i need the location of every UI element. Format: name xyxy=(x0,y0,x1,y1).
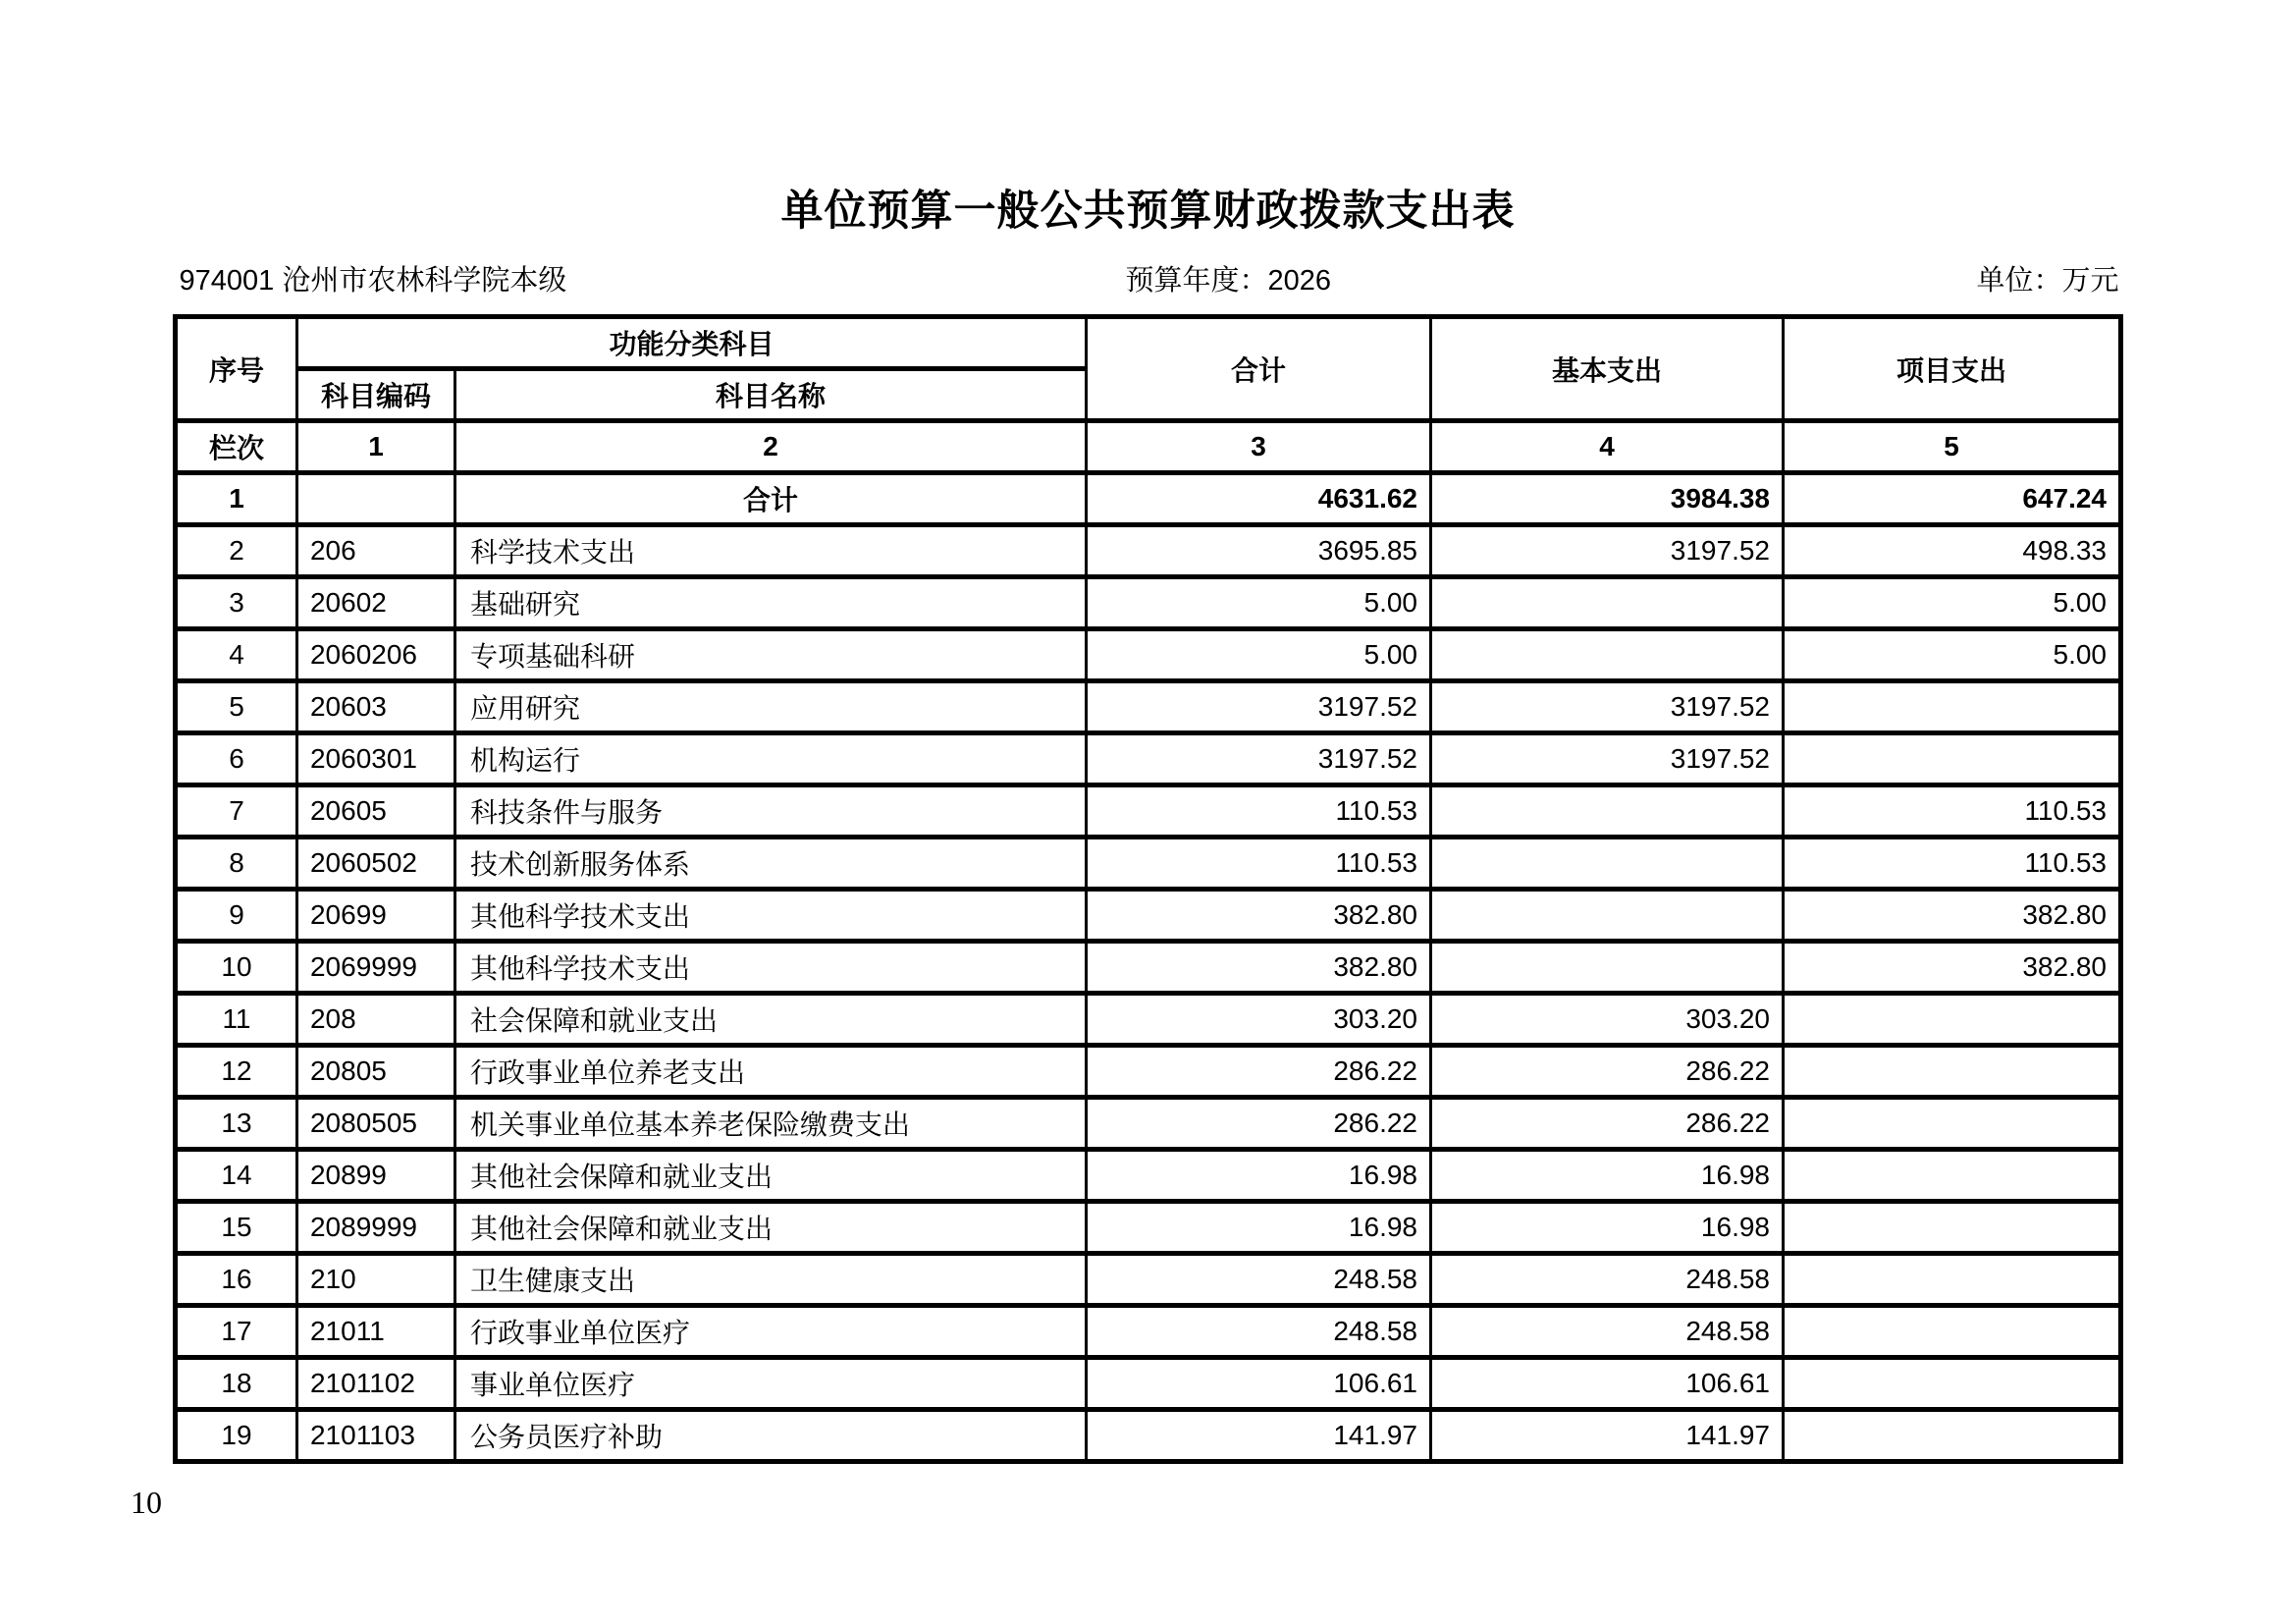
column-index-3: 3 xyxy=(1087,421,1431,473)
cell-subject-code: 20805 xyxy=(296,1046,454,1098)
header-project-expenditure: 项目支出 xyxy=(1784,317,2121,421)
cell-total: 3197.52 xyxy=(1087,733,1431,785)
cell-project-expenditure: 110.53 xyxy=(1784,785,2121,838)
cell-basic-expenditure xyxy=(1431,942,1784,994)
table-row xyxy=(175,1202,2120,1254)
cell-basic-expenditure xyxy=(1431,629,1784,681)
cell-basic-expenditure: 286.22 xyxy=(1431,1046,1784,1098)
cell-subject-code: 2089999 xyxy=(296,1202,454,1254)
cell-basic-expenditure xyxy=(1431,577,1784,629)
cell-seq: 10 xyxy=(175,942,296,994)
cell-basic-expenditure: 16.98 xyxy=(1431,1202,1784,1254)
cell-seq: 4 xyxy=(175,629,296,681)
cell-total: 110.53 xyxy=(1087,838,1431,890)
cell-basic-expenditure: 248.58 xyxy=(1431,1254,1784,1306)
cell-subject-name: 专项基础科研 xyxy=(454,629,1086,681)
cell-basic-expenditure: 3984.38 xyxy=(1431,473,1784,525)
column-index-row xyxy=(175,421,2120,473)
cell-total: 286.22 xyxy=(1087,1046,1431,1098)
cell-project-expenditure xyxy=(1784,1046,2121,1098)
cell-seq: 6 xyxy=(175,733,296,785)
org-code-name: 974001 沧州市农林科学院本级 xyxy=(179,265,567,297)
cell-subject-name: 公务员医疗补助 xyxy=(454,1410,1086,1462)
cell-total: 382.80 xyxy=(1087,890,1431,942)
cell-basic-expenditure xyxy=(1431,838,1784,890)
cell-subject-code: 2060301 xyxy=(296,733,454,785)
table-row xyxy=(175,473,2120,525)
cell-seq: 7 xyxy=(175,785,296,838)
meta-row xyxy=(176,261,2121,300)
cell-subject-code: 21011 xyxy=(296,1306,454,1358)
cell-subject-name: 合计 xyxy=(454,473,1086,525)
header-subject-code: 科目编码 xyxy=(296,369,454,421)
cell-subject-code: 20602 xyxy=(296,577,454,629)
table-header xyxy=(175,317,2120,473)
table-row xyxy=(175,733,2120,785)
cell-subject-code: 206 xyxy=(296,525,454,577)
cell-subject-name: 机关事业单位基本养老保险缴费支出 xyxy=(454,1098,1086,1150)
table-row xyxy=(175,681,2120,733)
cell-subject-code: 20605 xyxy=(296,785,454,838)
column-index-4: 4 xyxy=(1431,421,1784,473)
cell-seq: 15 xyxy=(175,1202,296,1254)
cell-subject-name: 基础研究 xyxy=(454,577,1086,629)
table-row xyxy=(175,1046,2120,1098)
cell-project-expenditure xyxy=(1784,733,2121,785)
cell-subject-name: 科技条件与服务 xyxy=(454,785,1086,838)
cell-subject-name: 其他科学技术支出 xyxy=(454,890,1086,942)
cell-seq: 8 xyxy=(175,838,296,890)
cell-subject-name: 行政事业单位医疗 xyxy=(454,1306,1086,1358)
cell-basic-expenditure: 106.61 xyxy=(1431,1358,1784,1410)
cell-subject-code: 2060206 xyxy=(296,629,454,681)
header-row-1 xyxy=(175,317,2120,369)
cell-subject-code: 2069999 xyxy=(296,942,454,994)
header-subject-name: 科目名称 xyxy=(454,369,1086,421)
cell-total: 303.20 xyxy=(1087,994,1431,1046)
column-index-1: 1 xyxy=(296,421,454,473)
cell-project-expenditure: 498.33 xyxy=(1784,525,2121,577)
cell-subject-name: 卫生健康支出 xyxy=(454,1254,1086,1306)
cell-total: 16.98 xyxy=(1087,1150,1431,1202)
budget-expenditure-table xyxy=(173,314,2123,1464)
cell-basic-expenditure: 248.58 xyxy=(1431,1306,1784,1358)
page-title: 单位预算一般公共预算财政拨款支出表 xyxy=(780,188,1516,235)
table-row xyxy=(175,1358,2120,1410)
cell-subject-name: 应用研究 xyxy=(454,681,1086,733)
cell-subject-code: 210 xyxy=(296,1254,454,1306)
table-row xyxy=(175,577,2120,629)
unit-label: 单位：万元 xyxy=(1976,265,2119,297)
header-basic-expenditure: 基本支出 xyxy=(1431,317,1784,421)
table-row xyxy=(175,890,2120,942)
cell-subject-name: 其他科学技术支出 xyxy=(454,942,1086,994)
cell-seq: 5 xyxy=(175,681,296,733)
cell-subject-name: 其他社会保障和就业支出 xyxy=(454,1202,1086,1254)
column-index-label: 栏次 xyxy=(175,421,296,473)
cell-total: 286.22 xyxy=(1087,1098,1431,1150)
budget-year-label: 预算年度：2026 xyxy=(1125,265,1332,297)
cell-basic-expenditure: 16.98 xyxy=(1431,1150,1784,1202)
cell-project-expenditure: 382.80 xyxy=(1784,942,2121,994)
cell-subject-name: 社会保障和就业支出 xyxy=(454,994,1086,1046)
header-seq: 序号 xyxy=(175,317,296,421)
cell-total: 3197.52 xyxy=(1087,681,1431,733)
cell-subject-name: 科学技术支出 xyxy=(454,525,1086,577)
cell-basic-expenditure xyxy=(1431,890,1784,942)
cell-total: 248.58 xyxy=(1087,1306,1431,1358)
table-row xyxy=(175,629,2120,681)
cell-basic-expenditure: 3197.52 xyxy=(1431,733,1784,785)
cell-subject-code: 2060502 xyxy=(296,838,454,890)
cell-basic-expenditure: 303.20 xyxy=(1431,994,1784,1046)
cell-basic-expenditure: 3197.52 xyxy=(1431,681,1784,733)
cell-total: 382.80 xyxy=(1087,942,1431,994)
table-row xyxy=(175,994,2120,1046)
table-row xyxy=(175,1254,2120,1306)
cell-total: 141.97 xyxy=(1087,1410,1431,1462)
cell-project-expenditure xyxy=(1784,1410,2121,1462)
cell-project-expenditure xyxy=(1784,1098,2121,1150)
table-row xyxy=(175,838,2120,890)
cell-seq: 14 xyxy=(175,1150,296,1202)
cell-basic-expenditure xyxy=(1431,785,1784,838)
cell-total: 5.00 xyxy=(1087,577,1431,629)
cell-subject-name: 机构运行 xyxy=(454,733,1086,785)
cell-subject-name: 行政事业单位养老支出 xyxy=(454,1046,1086,1098)
cell-seq: 2 xyxy=(175,525,296,577)
cell-project-expenditure xyxy=(1784,1202,2121,1254)
cell-project-expenditure xyxy=(1784,994,2121,1046)
cell-seq: 9 xyxy=(175,890,296,942)
cell-subject-code: 20699 xyxy=(296,890,454,942)
page-number: 10 xyxy=(131,1485,162,1520)
cell-subject-code xyxy=(296,473,454,525)
cell-subject-code: 2080505 xyxy=(296,1098,454,1150)
cell-seq: 19 xyxy=(175,1410,296,1462)
cell-subject-name: 事业单位医疗 xyxy=(454,1358,1086,1410)
table-row xyxy=(175,1150,2120,1202)
cell-total: 16.98 xyxy=(1087,1202,1431,1254)
cell-subject-code: 2101102 xyxy=(296,1358,454,1410)
cell-seq: 13 xyxy=(175,1098,296,1150)
cell-total: 3695.85 xyxy=(1087,525,1431,577)
cell-project-expenditure: 647.24 xyxy=(1784,473,2121,525)
header-functional-classification: 功能分类科目 xyxy=(296,317,1086,369)
column-index-2: 2 xyxy=(454,421,1086,473)
cell-subject-code: 208 xyxy=(296,994,454,1046)
cell-seq: 3 xyxy=(175,577,296,629)
cell-total: 110.53 xyxy=(1087,785,1431,838)
cell-subject-code: 2101103 xyxy=(296,1410,454,1462)
table-body xyxy=(175,473,2120,1462)
table-row xyxy=(175,525,2120,577)
cell-basic-expenditure: 3197.52 xyxy=(1431,525,1784,577)
cell-seq: 11 xyxy=(175,994,296,1046)
cell-seq: 12 xyxy=(175,1046,296,1098)
cell-subject-code: 20603 xyxy=(296,681,454,733)
cell-project-expenditure: 5.00 xyxy=(1784,577,2121,629)
cell-subject-name: 其他社会保障和就业支出 xyxy=(454,1150,1086,1202)
cell-project-expenditure xyxy=(1784,1254,2121,1306)
header-total: 合计 xyxy=(1087,317,1431,421)
cell-seq: 1 xyxy=(175,473,296,525)
cell-project-expenditure xyxy=(1784,681,2121,733)
cell-project-expenditure xyxy=(1784,1358,2121,1410)
table-row xyxy=(175,1098,2120,1150)
cell-seq: 18 xyxy=(175,1358,296,1410)
cell-project-expenditure xyxy=(1784,1306,2121,1358)
cell-project-expenditure xyxy=(1784,1150,2121,1202)
cell-total: 248.58 xyxy=(1087,1254,1431,1306)
table-row xyxy=(175,942,2120,994)
cell-total: 106.61 xyxy=(1087,1358,1431,1410)
cell-project-expenditure: 110.53 xyxy=(1784,838,2121,890)
cell-project-expenditure: 382.80 xyxy=(1784,890,2121,942)
cell-basic-expenditure: 286.22 xyxy=(1431,1098,1784,1150)
cell-subject-code: 20899 xyxy=(296,1150,454,1202)
table-row xyxy=(175,1410,2120,1462)
column-index-5: 5 xyxy=(1784,421,2121,473)
table-row xyxy=(175,1306,2120,1358)
cell-total: 4631.62 xyxy=(1087,473,1431,525)
cell-total: 5.00 xyxy=(1087,629,1431,681)
cell-project-expenditure: 5.00 xyxy=(1784,629,2121,681)
cell-basic-expenditure: 141.97 xyxy=(1431,1410,1784,1462)
table-row xyxy=(175,785,2120,838)
cell-seq: 17 xyxy=(175,1306,296,1358)
cell-seq: 16 xyxy=(175,1254,296,1306)
cell-subject-name: 技术创新服务体系 xyxy=(454,838,1086,890)
